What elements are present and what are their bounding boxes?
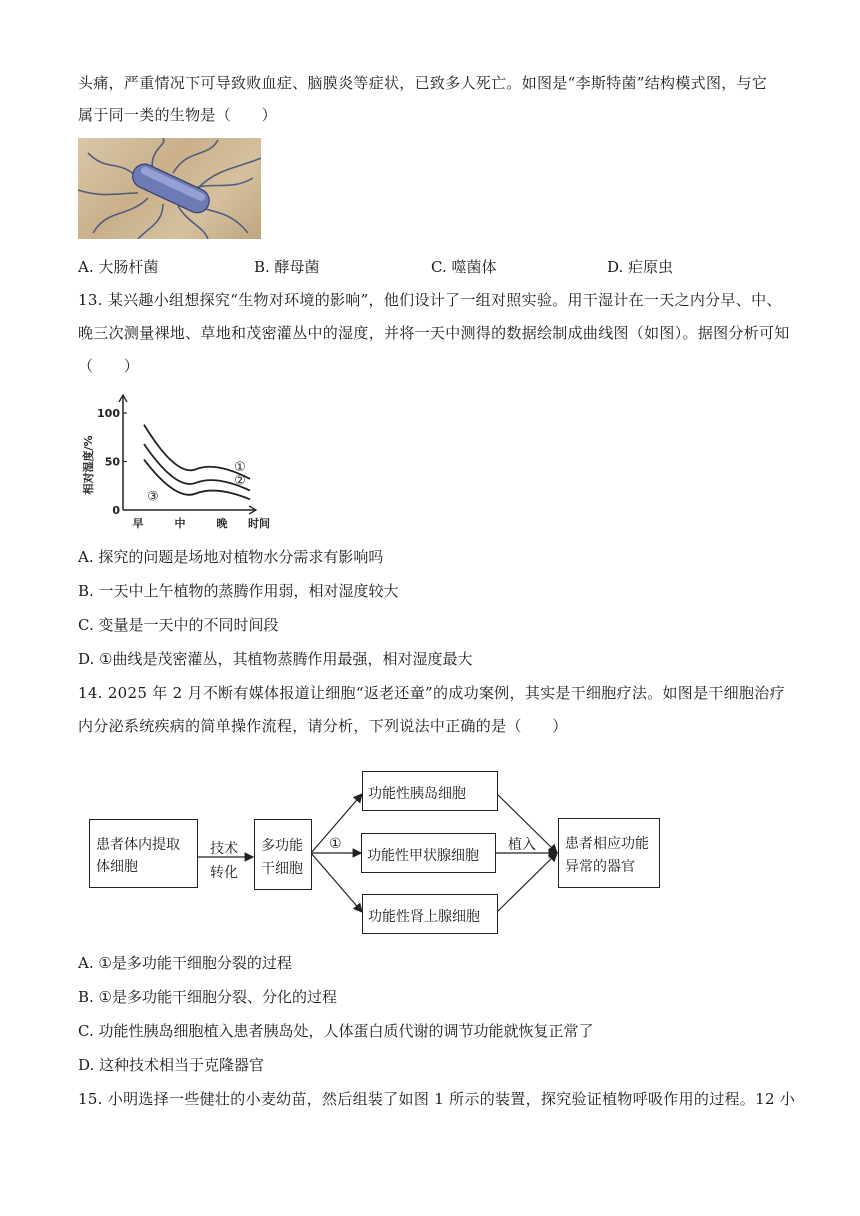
q14-text-line1: 14. 2025 年 2 月不断有媒体报道让细胞“返老还童”的成功案例，其实是干细胞疗法。如图是干细胞治疗 [78,684,785,702]
q13-option-b[interactable]: B. 一天中上午植物的蒸腾作用弱，相对湿度较大 [78,582,399,600]
box-adrenal-cell [362,894,498,934]
q13-option-a[interactable]: A. 探究的问题是场地对植物水分需求有影响吗 [78,548,384,566]
box-stem-cell [254,819,312,890]
y-tick-label: 50 [104,455,120,469]
series-label-1: ① [234,459,246,475]
q12-text-line2: 属于同一类的生物是（ ） [78,106,277,124]
box-islet-text: 功能性胰岛细胞 [368,786,466,802]
q13-text-line2: 晚三次测量裸地、草地和茂密灌丛中的湿度，并将一天中测得的数据绘制成曲线图（如图）。据图分析可知 [78,324,790,342]
q12-text-line1: 头痛，严重情况下可导致败血症、脑膜炎等症状，已致多人死亡。如图是“李斯特菌”结构模式图，与它 [78,74,768,92]
x-tick-label: 早 [132,517,144,530]
label-step-1: ① [329,836,342,852]
box-thyroid-text: 功能性甲状腺细胞 [367,848,479,864]
q12-option-c[interactable]: C. 噬菌体 [431,258,497,276]
q14-option-b[interactable]: B. ①是多功能干细胞分裂、分化的过程 [78,988,338,1006]
listeria-image [78,138,261,239]
box-organ-text-2: 异常的器官 [565,859,635,875]
box-patient-somatic-cell [89,819,198,888]
box-organ-text-1: 患者相应功能 [565,836,649,852]
q13-text-line3: （ ） [78,357,140,375]
label-implant: 植入 [508,837,536,853]
chart-xlabel: 时间 [248,517,270,530]
label-tech: 技术 [210,841,238,857]
q13-text-line1: 13. 某兴趣小组想探究“生物对环境的影响”，他们设计了一组对照实验。用干湿计在一天之内分早、中、 [78,291,782,309]
q14-option-a[interactable]: A. ①是多功能干细胞分裂的过程 [78,954,292,972]
box-patient-text-1: 患者体内提取 [96,837,180,853]
series-label-2: ② [234,473,246,489]
box-thyroid-cell [361,833,496,873]
q12-option-b[interactable]: B. 酵母菌 [254,258,320,276]
q12-option-a[interactable]: A. 大肠杆菌 [78,258,159,276]
box-stem-text-2: 干细胞 [261,861,303,877]
box-islet-cell [362,771,498,811]
q12-option-d[interactable]: D. 疟原虫 [607,258,674,276]
label-transform: 转化 [210,865,238,881]
q14-option-c[interactable]: C. 功能性胰岛细胞植入患者胰岛处，人体蛋白质代谢的调节功能就恢复正常了 [78,1022,594,1040]
series-label-3: ③ [147,489,159,505]
box-patient-text-2: 体细胞 [96,859,138,875]
box-adrenal-text: 功能性肾上腺细胞 [368,909,480,925]
box-stem-text-1: 多功能 [261,838,303,854]
q15-text-line1: 15. 小明选择一些健壮的小麦幼苗，然后组装了如图 1 所示的装置，探究验证植物呼吸作用的过程。12 小 [78,1090,796,1108]
box-patient-organ [558,818,660,888]
q14-text-line2: 内分泌系统疾病的简单操作流程，请分析，下列说法中正确的是（ ） [78,717,568,735]
y-tick-label: 100 [97,407,120,420]
chart-ylabel: 相对湿度/% [82,435,95,495]
q13-option-c[interactable]: C. 变量是一天中的不同时间段 [78,616,279,634]
q14-option-d[interactable]: D. 这种技术相当于克隆器官 [78,1056,265,1074]
humidity-chart [78,385,278,535]
x-tick-label: 中 [174,517,186,530]
y-tick-label: 0 [112,504,120,517]
x-tick-label: 晚 [216,517,228,530]
q13-option-d[interactable]: D. ①曲线是茂密灌丛，其植物蒸腾作用最强，相对湿度最大 [78,650,473,668]
